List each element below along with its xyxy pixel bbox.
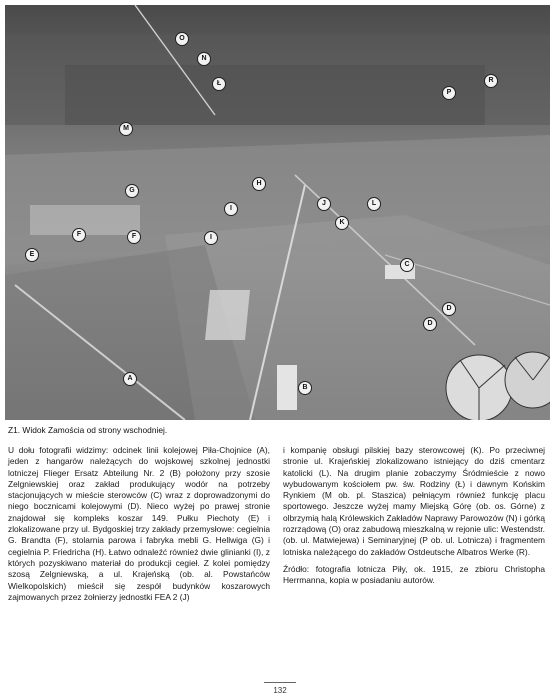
- photo-label-l: L: [367, 197, 381, 211]
- photo-label-c: C: [400, 258, 414, 272]
- text-column-left: [8, 445, 270, 609]
- text-column-right: [283, 445, 545, 593]
- photo-label-g: G: [125, 184, 139, 198]
- photo-label-j: J: [317, 197, 331, 211]
- photo-label-p: P: [442, 86, 456, 100]
- photo-label-h: H: [252, 177, 266, 191]
- photo-label-i: I: [204, 231, 218, 245]
- page-number: 132: [273, 686, 287, 695]
- photo-scene: [5, 5, 550, 420]
- photo-label-k: K: [335, 216, 349, 230]
- source-note: Źródło: fotografia lotnicza Piły, ok. 1915, ze zbioru Christopha Herrmanna, kopia w posiadaniu autorów.: [283, 563, 545, 586]
- photo-label-f: F: [72, 228, 86, 242]
- paragraph: i kompanię obsługi pilskiej bazy sterowcowej (K). Po przeciwnej stronie ul. Krajeńskiej zlokalizowano istniejący do dziś cmentarz katolicki (L). Na drugim planie zobaczymy Śródmieście z nowo wybudowanym kościołem pw. św. Rodziny (Ł) i dawnym Końskim Rynkiem (M ob. pl. Staszica) pełniącym również funkcję placu sportowego. Jeszcze wyżej mamy Miejską Górę (ob. os. Górne) z olbrzymią halą Królewskich Zakładów Naprawy Parowozów (N) i górką rozrządową (O) oraz zabudową mieszkalną w rejonie ulic: Westendstr. (ob. ul. Matwiejewa) i Seminaryjnej (P ob. ul. Lotnicza) i fragmentem lotniska należącego do zakładów Ostdeutsche Albatros Werke (R).: [283, 445, 545, 557]
- photo-label-b: B: [298, 381, 312, 395]
- photo-label-e: E: [25, 248, 39, 262]
- footer-rule: [264, 682, 296, 683]
- photo-label-d: D: [442, 302, 456, 316]
- photo-label-o: O: [175, 32, 189, 46]
- photo-label-a: A: [123, 372, 137, 386]
- photo-label-d: D: [423, 317, 437, 331]
- photo-label-m: M: [119, 122, 133, 136]
- photo-label-i: I: [224, 202, 238, 216]
- figure-caption: Z1. Widok Zamościa od strony wschodniej.: [8, 425, 168, 435]
- photo-label-ł: Ł: [212, 77, 226, 91]
- photo-label-r: R: [484, 74, 498, 88]
- photo-label-f: F: [127, 230, 141, 244]
- photo-label-n: N: [197, 52, 211, 66]
- aerial-photograph: [5, 5, 550, 420]
- paragraph: U dołu fotografii widzimy: odcinek linii kolejowej Piła-Chojnice (A), jeden z hangarów należących do wojskowej szkolnej jednostki lotniczej Flieger Ersatz Abteilung Nr. 2 (B) położony przy szosie Zelgniewskiej oraz zakład produkujący wodór na potrzeby stacjonujących w mieście sterowców (C) wraz z doprowadzonymi do niego bocznicami kolejowymi (D). Nieco wyżej po prawej stronie znajdował się kompleks koszar 149. Pułku Piechoty (E) i zlokalizowane przy ul. Bydgoskiej trzy zakłady przemysłowe: cegielnia G. Brandta (F), stolarnia parowa i fabryka mebli G. Hellwiga (G) i cegielnia P. Friedricha (H). Łatwo odnaleźć również dwie glinianki (I), z których pozyskiwano materiał do produkcji cegieł. Z kolei pomiędzy szosą Zelgniewską, a ul. Krajeńską (ob. al. Powstańców Wielkopolskich) mieścił się zespół budynków koszarowych zajmowanych przez żołnierzy jednostki FEA 2 (J): [8, 445, 270, 602]
